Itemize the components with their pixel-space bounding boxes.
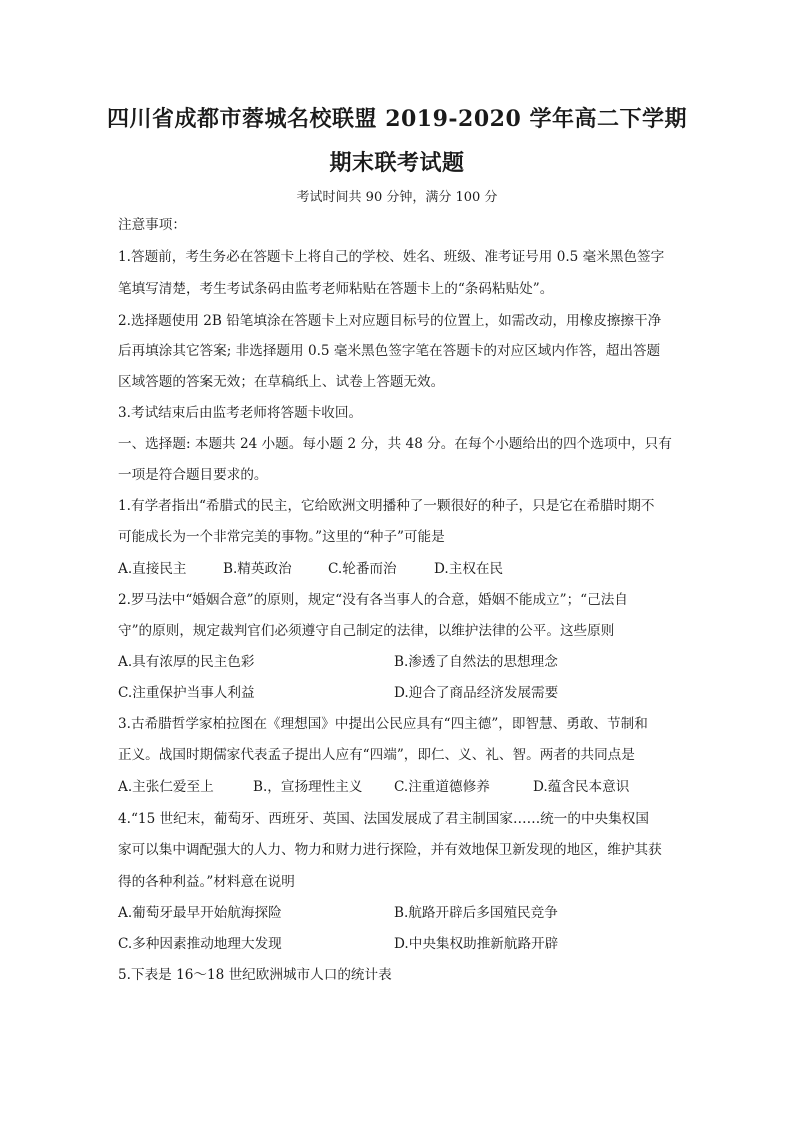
- notes-line: 区域答题的答案无效；在草稿纸上、试卷上答题无效。: [118, 374, 445, 390]
- q4-option-d: D.中央集权助推新航路开辟: [394, 936, 559, 952]
- section-heading: 一、选择题: 本题共 24 小题。每小题 2 分，共 48 分。在每个小题给出的四个选项中，只有: [118, 436, 672, 452]
- question-3-stem: 正义。战国时期儒家代表孟子提出人应有“四端”，即仁、义、礼、智。两者的共同点是: [118, 747, 635, 763]
- q2-option-a: A.具有浓厚的民主色彩: [118, 654, 255, 670]
- question-1-stem: 1.有学者指出“希腊式的民主，它给欧洲文明播种了一颗很好的种子，只是它在希腊时期不: [118, 498, 655, 514]
- exam-info: 考试时间共 90 分钟，满分 100 分: [296, 190, 498, 205]
- q4-option-b: B.航路开辟后多国殖民竞争: [394, 905, 558, 921]
- q1-option-a: A.直接民主: [118, 561, 187, 577]
- question-2-stem: 守”的原则，规定裁判官们必须遵守自己制定的法律，以维护法律的公平。这些原则: [118, 623, 615, 639]
- q2-option-c: C.注重保护当事人利益: [118, 685, 255, 701]
- notes-line: 3.考试结束后由监考老师将答题卡收回。: [118, 405, 363, 421]
- question-4-stem: 4.“15 世纪末，葡萄牙、西班牙、英国、法国发展成了君主制国家……统一的中央集权国: [118, 811, 649, 827]
- question-1-stem: 可能成长为一个非常完美的事物。”这里的“种子”可能是: [118, 529, 445, 545]
- q3-option-d: D.蕴含民本意识: [533, 779, 630, 795]
- notes-heading: 注意事项：: [118, 217, 186, 233]
- q1-option-b: B.精英政治: [223, 561, 292, 577]
- section-heading: 一项是符合题目要求的。: [118, 467, 268, 483]
- q3-option-c: C.注重道德修养: [394, 779, 490, 795]
- q1-option-c: C.轮番而治: [328, 561, 397, 577]
- q3-option-a: A.主张仁爱至上: [118, 779, 214, 795]
- exam-title-line1: 四川省成都市蓉城名校联盟 2019-2020 学年高二下学期: [107, 106, 687, 132]
- q4-option-c: C.多种因素推动地理大发现: [118, 936, 282, 952]
- question-5-stem: 5.下表是 16～18 世纪欧洲城市人口的统计表: [118, 967, 392, 983]
- question-4-stem: 得的各种利益。”材料意在说明: [118, 874, 295, 890]
- exam-title-line2: 期末联考试题: [329, 150, 465, 176]
- notes-line: 2.选择题使用 2B 铅笔填涂在答题卡上对应题目标号的位置上，如需改动，用橡皮擦擦干净: [118, 313, 662, 329]
- q4-option-a: A.葡萄牙最早开始航海探险: [118, 905, 282, 921]
- question-4-stem: 家可以集中调配强大的人力、物力和财力进行探险，并有效地保卫新发现的地区，维护其获: [118, 842, 662, 858]
- question-2-stem: 2.罗马法中“婚姻合意”的原则，规定“没有各当事人的合意，婚姻不能成立”；“己法自: [118, 592, 628, 608]
- q2-option-d: D.迎合了商品经济发展需要: [394, 685, 559, 701]
- notes-line: 后再填涂其它答案; 非选择题用 0.5 毫米黑色签字笔在答题卡的对应区域内作答，超出答题: [118, 343, 661, 359]
- question-3-stem: 3.古希腊哲学家柏拉图在《理想国》中提出公民应具有“四主德”，即智慧、勇敢、节制和: [118, 716, 648, 732]
- q3-option-b: B.，宣扬理性主义: [253, 779, 363, 795]
- notes-line: 1.答题前，考生务必在答题卡上将自己的学校、姓名、班级、准考证号用 0.5 毫米黑色签字: [118, 249, 665, 265]
- notes-line: 笔填写清楚，考生考试条码由监考老师粘贴在答题卡上的“条码粘贴处”。: [118, 281, 554, 297]
- q2-option-b: B.渗透了自然法的思想理念: [394, 654, 558, 670]
- q1-option-d: D.主权在民: [434, 561, 504, 577]
